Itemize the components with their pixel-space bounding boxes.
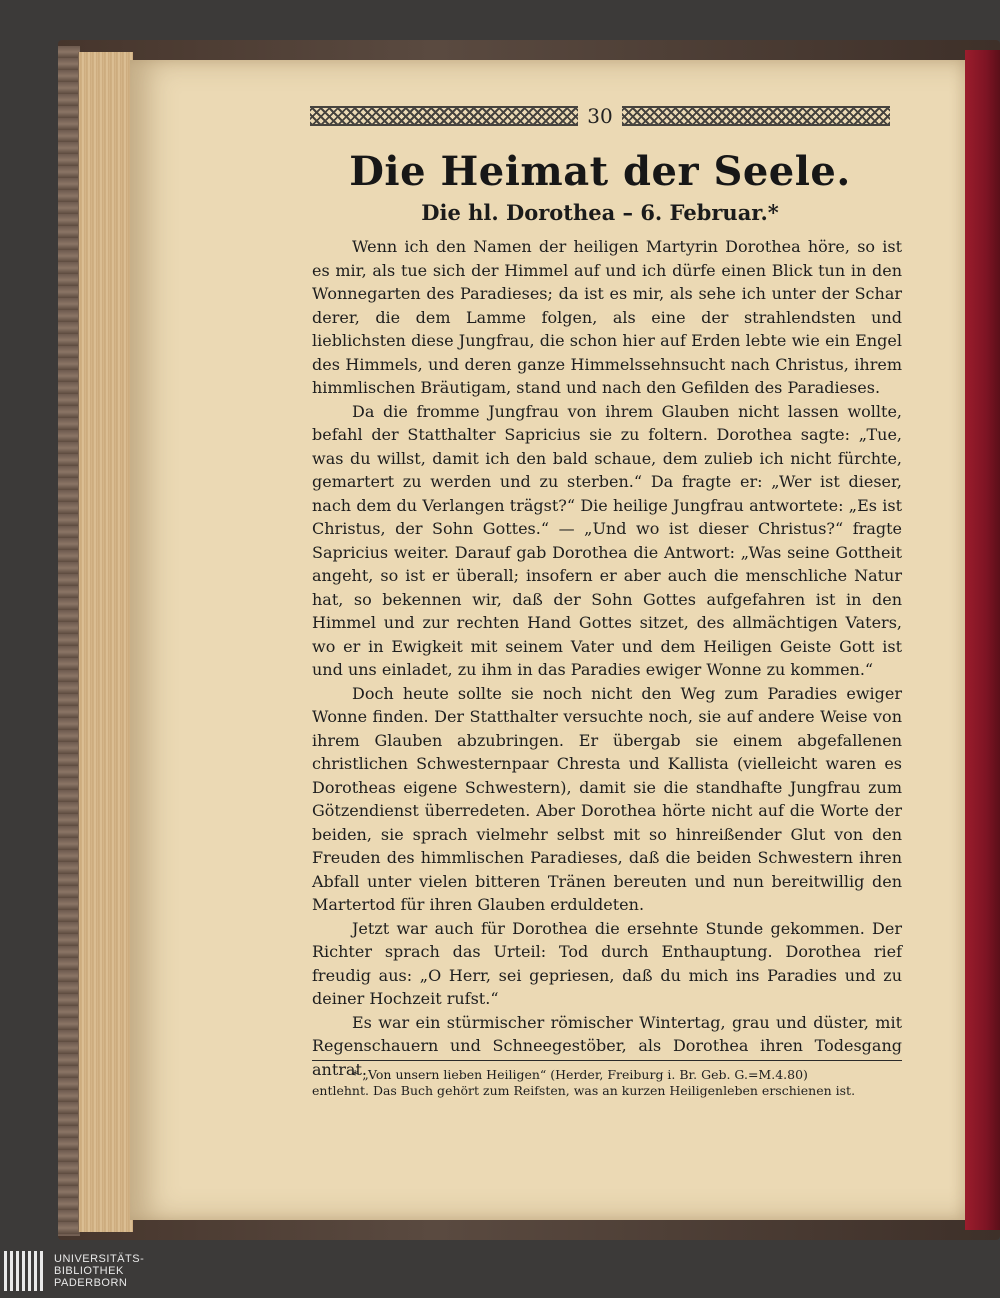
footnote-line-2: entlehnt. Das Buch gehört zum Reifsten, was an kurzen Heiligenleben erschienen ist. — [312, 1083, 856, 1098]
library-logo-text — [54, 1253, 144, 1289]
library-logo — [0, 1244, 240, 1298]
footnote-line-1: * „Von unsern lieben Heiligen“ (Herder, Freiburg i. Br. Geb. G.=M.4.80) — [352, 1067, 808, 1082]
footnote-divider — [312, 1060, 902, 1061]
logo-line-1: UNIVERSITÄTS- — [54, 1253, 145, 1265]
paragraph-3: Doch heute sollte sie noch nicht den Weg zum Paradies ewiger Wonne finden. Der Statthalter versuchte noch, sie auf andere Weise von ihrem Glauben abzubringen. Er übergab sie einem abgefallenen christlichen Schwesternpaar Chresta und Kallista (vielleicht waren es Dorotheas eigene Schwestern), damit sie die standhafte Jungfrau zum Götzendienst überredeten. Aber Dorothea hörte nicht auf die Worte der beiden, sie sprach vielmehr selbst mit so hinreißender Glut von den Freuden des himmlischen Paradieses, daß die beiden Schwestern ihren Abfall unter vielen bitteren Tränen bereuten und nun bereitwillig den Martertod für ihren Glauben erduldeten. — [312, 683, 902, 914]
paragraph-1: Wenn ich den Namen der heiligen Martyrin Dorothea höre, so ist es mir, als tue sich der Himmel auf und ich dürfe einen Blick tun in den Wonnegarten des Paradieses; da ist es mir, als sehe ich unter der Schar derer, die dem Lamme folgen, als eine der strahlendsten und lieblichsten diese Jungfrau, die schon hier auf Erden lebte wie ein Engel des Himmels, und deren ganze Himmelssehnsucht nach Christus, ihrem himmlischen Bräutigam, stand und nach den Gefilden des Paradieses. — [312, 237, 902, 397]
page-title: Die Heimat der Seele. — [349, 148, 851, 195]
page-stack-edge — [78, 52, 133, 1232]
library-logo-icon — [4, 1251, 46, 1291]
page-number: 30 — [587, 104, 613, 128]
book-right-edge — [965, 50, 1000, 1230]
ornament-right — [622, 106, 890, 126]
book-spine-edge — [58, 46, 80, 1236]
logo-line-3: PADERBORN — [54, 1277, 128, 1289]
ornament-left — [310, 106, 578, 126]
page-subtitle: Die hl. Dorothea – 6. Februar.* — [421, 200, 779, 225]
article-body — [312, 235, 902, 1081]
paragraph-5: Es war ein stürmischer römischer Wintertag, grau und düster, mit Regenschauern und Schneegestöber, als Dorothea ihren Todesgang antrat. — [312, 1012, 902, 1079]
logo-line-2: BIBLIOTHEK — [54, 1265, 124, 1277]
footnote — [312, 1067, 902, 1099]
page-header — [310, 104, 890, 128]
paragraph-4: Jetzt war auch für Dorothea die ersehnte Stunde gekommen. Der Richter sprach das Urteil: Tod durch Enthauptung. Dorothea rief freudig aus: „O Herr, sei gepriesen, daß du mich ins Paradies und zu deiner Hochzeit rufst.“ — [312, 918, 902, 1008]
book-page — [130, 60, 965, 1220]
paragraph-2: Da die fromme Jungfrau von ihrem Glauben nicht lassen wollte, befahl der Statthalter Sapricius sie zu foltern. Dorothea sagte: „Tue, was du willst, damit ich den bald schaue, dem zulieb ich nicht fürchte, gemartert zu werden und zu sterben.“ Da fragte er: „Wer ist dieser, nach dem du Verlangen trägst?“ Die heilige Jungfrau antwortete: „Es ist Christus, der Sohn Gottes.“ — „Und wo ist dieser Christus?“ fragte Sapricius weiter. Darauf gab Dorothea die Antwort: „Was seine Gottheit angeht, so ist er überall; insofern er aber auch die menschliche Natur hat, so bekennen wir, daß der Sohn Gottes aufgefahren ist in den Himmel und zur rechten Hand Gottes sitzet, des allmächtigen Vaters, wo er in Ewigkeit mit seinem Vater und dem Heiligen Geiste Gott ist und uns einladet, zu ihm in das Paradies ewiger Wonne zu kommen.“ — [312, 401, 902, 679]
